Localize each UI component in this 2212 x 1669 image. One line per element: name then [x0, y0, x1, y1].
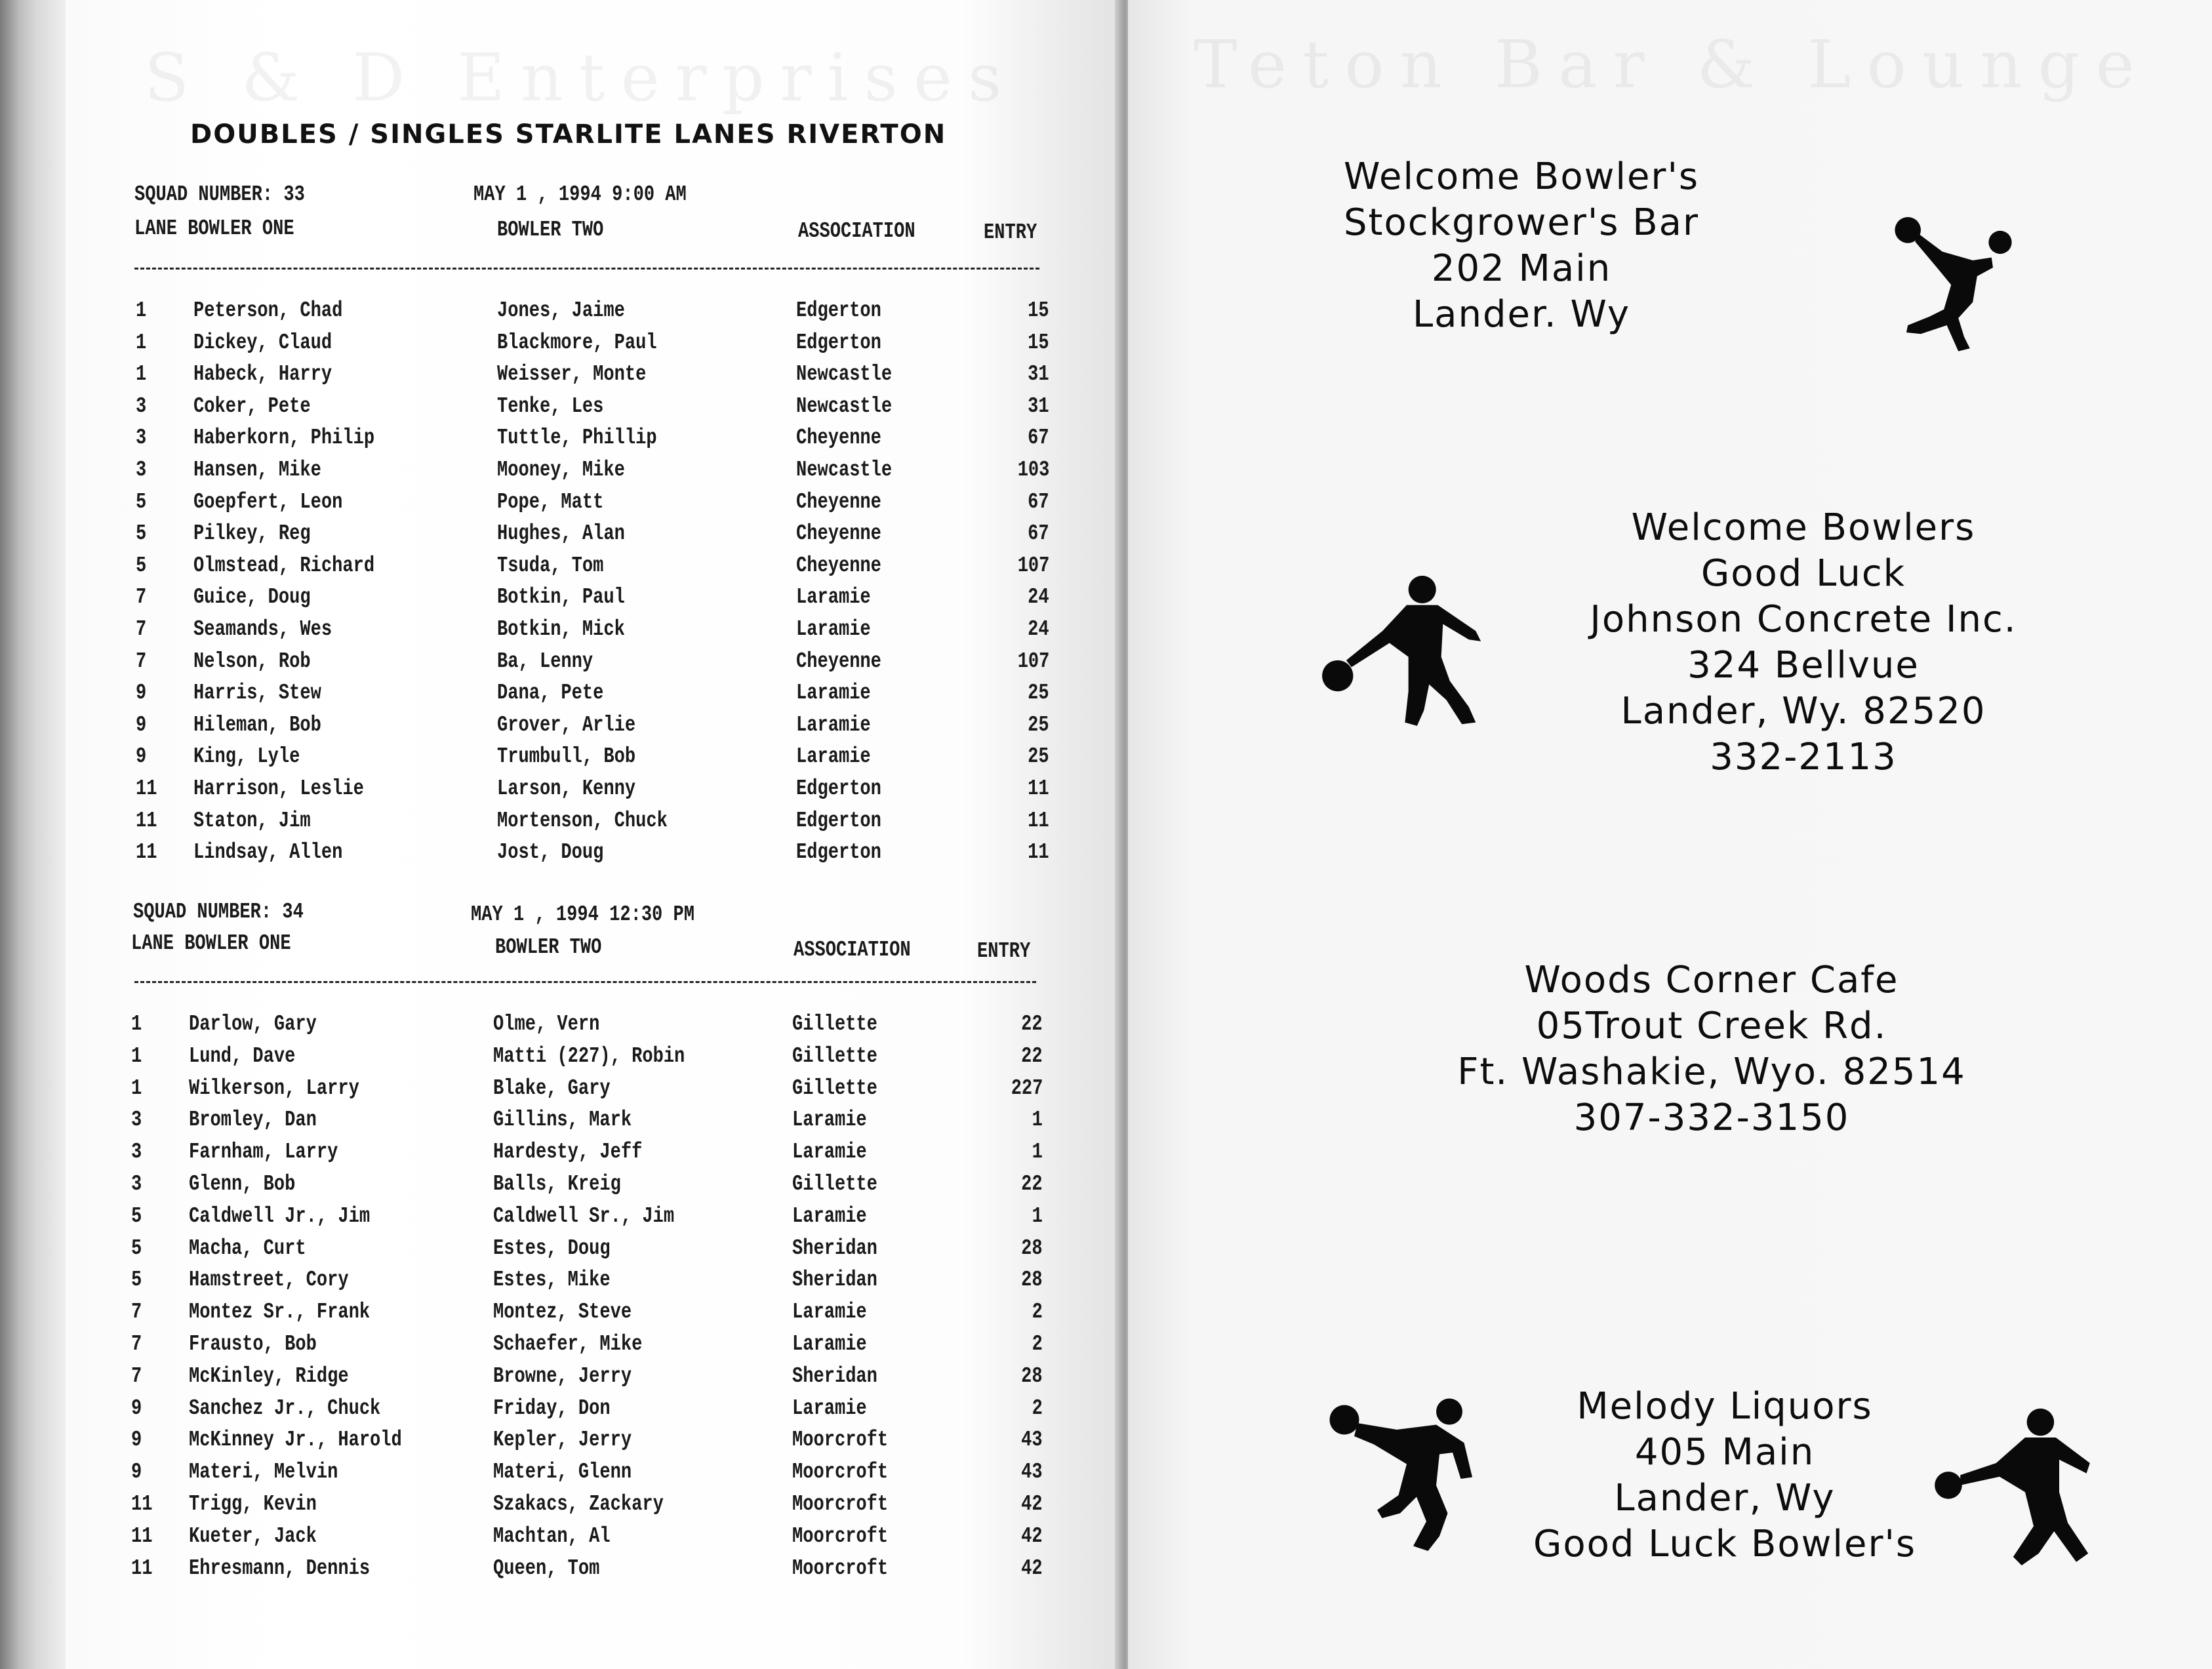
- entry-number: 2: [1032, 1300, 1043, 1325]
- lane-number: 1: [131, 1076, 142, 1100]
- bowler-two-name: Machtan, Al: [493, 1523, 611, 1548]
- association-name: Laramie: [796, 744, 871, 769]
- association-name: Sheridan: [792, 1268, 877, 1293]
- ad-line: Lander, Wy: [1614, 1477, 1836, 1519]
- page-stack-edge: [0, 0, 66, 1669]
- lane-number: 3: [131, 1108, 142, 1133]
- bowler-one-name: Bromley, Dan: [189, 1108, 317, 1133]
- bowler-two-name: Montez, Steve: [493, 1300, 632, 1325]
- bowler-two-name: Queen, Tom: [493, 1556, 600, 1580]
- header-divider: [134, 981, 1036, 983]
- header-association: ASSOCIATION: [794, 938, 911, 962]
- bowler-one-name: Nelson, Rob: [193, 649, 311, 674]
- association-name: Edgerton: [796, 808, 881, 833]
- header-lane-bowler-one: LANE BOWLER ONE: [134, 216, 294, 241]
- lane-number: 9: [131, 1460, 142, 1485]
- ad-line: Lander, Wy. 82520: [1620, 690, 1986, 733]
- entry-number: 1: [1032, 1140, 1043, 1165]
- bowler-two-name: Olme, Vern: [493, 1012, 600, 1036]
- bowler-two-name: Pope, Matt: [497, 489, 604, 514]
- squad-datetime: MAY 1 , 1994 12:30 PM: [471, 902, 695, 927]
- bowler-one-name: Glenn, Bob: [189, 1172, 296, 1196]
- header-lane-bowler-one: LANE BOWLER ONE: [131, 931, 291, 955]
- bowler-one-name: Caldwell Jr., Jim: [189, 1203, 371, 1228]
- bowler-two-name: Larson, Kenny: [497, 776, 636, 801]
- bowler-two-name: Gillins, Mark: [493, 1108, 632, 1133]
- entry-number: 24: [1028, 585, 1049, 610]
- bowler-two-name: Hardesty, Jeff: [493, 1140, 643, 1165]
- bowler-silhouette-icon: [1325, 1390, 1489, 1554]
- entry-number: 227: [1011, 1076, 1043, 1100]
- association-name: Moorcroft: [792, 1523, 889, 1548]
- lane-number: 1: [131, 1012, 142, 1036]
- bowler-one-name: Pilkey, Reg: [193, 521, 311, 546]
- ad-johnson-concrete: [1521, 505, 2085, 780]
- association-name: Newcastle: [796, 458, 893, 482]
- ad-line: Ft. Washakie, Wyo. 82514: [1457, 1051, 1966, 1093]
- bowler-one-name: Frausto, Bob: [189, 1332, 317, 1356]
- bowler-two-name: Hughes, Alan: [497, 521, 625, 546]
- association-name: Laramie: [792, 1396, 867, 1420]
- bowler-one-name: Staton, Jim: [193, 808, 311, 833]
- ad-woods-corner-cafe: [1384, 957, 2040, 1141]
- entry-number: 67: [1028, 521, 1049, 546]
- ad-line: 405 Main: [1634, 1431, 1815, 1474]
- header-entry: ENTRY: [984, 220, 1037, 245]
- association-name: Sheridan: [792, 1236, 877, 1260]
- header-bowler-two: BOWLER TWO: [495, 935, 602, 959]
- bowler-two-name: Mooney, Mike: [497, 458, 625, 482]
- ad-line: Lander. Wy: [1412, 293, 1631, 336]
- entry-number: 42: [1021, 1492, 1043, 1516]
- lane-number: 7: [131, 1300, 142, 1325]
- lane-number: 7: [136, 649, 147, 674]
- lane-number: 5: [136, 489, 147, 514]
- lane-number: 9: [136, 712, 147, 737]
- association-name: Laramie: [792, 1140, 867, 1165]
- lane-number: 1: [136, 298, 147, 323]
- squad-datetime: MAY 1 , 1994 9:00 AM: [473, 182, 687, 207]
- bowler-two-name: Ba, Lenny: [497, 649, 593, 674]
- bowler-silhouette-icon: [1318, 571, 1495, 734]
- bowler-two-name: Blake, Gary: [493, 1076, 611, 1100]
- lane-number: 1: [131, 1043, 142, 1068]
- bowler-one-name: Lindsay, Allen: [193, 840, 343, 865]
- bowler-one-name: Sanchez Jr., Chuck: [189, 1396, 381, 1420]
- ad-line: Melody Liquors: [1577, 1385, 1873, 1428]
- bowler-one-name: Kueter, Jack: [189, 1523, 317, 1548]
- bleed-through-text: S & D Enterprises: [144, 39, 1018, 116]
- lane-number: 11: [131, 1556, 153, 1580]
- bowler-one-name: Harris, Stew: [193, 681, 321, 706]
- ad-line: Johnson Concrete Inc.: [1590, 598, 2017, 641]
- lane-number: 11: [136, 808, 157, 833]
- ad-stockgrowers-bar: [1266, 154, 1777, 338]
- lane-number: 9: [131, 1396, 142, 1420]
- lane-number: 3: [131, 1172, 142, 1196]
- ad-line: Welcome Bowler's: [1343, 155, 1700, 198]
- bowler-two-name: Trumbull, Bob: [497, 744, 636, 769]
- bowler-one-name: Macha, Curt: [189, 1236, 306, 1260]
- bowler-two-name: Blackmore, Paul: [497, 330, 657, 355]
- entry-number: 107: [1017, 553, 1049, 578]
- entry-number: 11: [1028, 776, 1049, 801]
- bowler-one-name: McKinley, Ridge: [189, 1363, 349, 1388]
- bowler-silhouette-icon: [1928, 1403, 2105, 1574]
- lane-number: 7: [131, 1363, 142, 1388]
- bowler-one-name: Dickey, Claud: [193, 330, 332, 355]
- bowler-two-name: Grover, Arlie: [497, 712, 636, 737]
- entry-number: 22: [1021, 1043, 1043, 1068]
- bowler-two-name: Dana, Pete: [497, 681, 604, 706]
- bowler-one-name: McKinney Jr., Harold: [189, 1428, 402, 1453]
- ad-line: 202 Main: [1431, 247, 1612, 290]
- bowler-two-name: Szakacs, Zackary: [493, 1492, 664, 1516]
- bowler-two-name: Kepler, Jerry: [493, 1428, 632, 1453]
- bowler-two-name: Caldwell Sr., Jim: [493, 1203, 675, 1228]
- ad-line: 307-332-3150: [1573, 1096, 1850, 1139]
- entry-number: 25: [1028, 744, 1049, 769]
- entry-number: 67: [1028, 426, 1049, 451]
- lane-number: 7: [131, 1332, 142, 1356]
- lane-number: 9: [131, 1428, 142, 1453]
- association-name: Gillette: [792, 1043, 877, 1068]
- entry-number: 2: [1032, 1332, 1043, 1356]
- bowler-one-name: Goepfert, Leon: [193, 489, 343, 514]
- lane-number: 9: [136, 744, 147, 769]
- bowler-silhouette-icon: [1889, 210, 2040, 354]
- lane-number: 3: [136, 426, 147, 451]
- entry-number: 22: [1021, 1012, 1043, 1036]
- entry-number: 22: [1021, 1172, 1043, 1196]
- lane-number: 11: [131, 1523, 153, 1548]
- bowler-two-name: Tenke, Les: [497, 393, 604, 418]
- bowler-two-name: Weisser, Monte: [497, 362, 647, 387]
- lane-number: 11: [136, 776, 157, 801]
- association-name: Newcastle: [796, 393, 893, 418]
- association-name: Cheyenne: [796, 649, 881, 674]
- bowler-one-name: King, Lyle: [193, 744, 300, 769]
- header-divider: [134, 268, 1039, 270]
- bowler-one-name: Hansen, Mike: [193, 458, 321, 482]
- association-name: Moorcroft: [792, 1460, 889, 1485]
- lane-number: 11: [131, 1492, 153, 1516]
- bowler-two-name: Botkin, Mick: [497, 617, 625, 641]
- entry-number: 15: [1028, 298, 1049, 323]
- association-name: Gillette: [792, 1172, 877, 1196]
- bowler-one-name: Haberkorn, Philip: [193, 426, 375, 451]
- bowler-one-name: Materi, Melvin: [189, 1460, 338, 1485]
- bowler-two-name: Schaefer, Mike: [493, 1332, 643, 1356]
- bowler-two-name: Matti (227), Robin: [493, 1043, 685, 1068]
- lane-number: 3: [136, 393, 147, 418]
- header-association: ASSOCIATION: [798, 219, 915, 243]
- lane-number: 9: [136, 681, 147, 706]
- bowler-one-name: Guice, Doug: [193, 585, 311, 610]
- entry-number: 28: [1021, 1236, 1043, 1260]
- bowler-one-name: Farnham, Larry: [189, 1140, 338, 1165]
- lane-number: 7: [136, 617, 147, 641]
- bowler-one-name: Wilkerson, Larry: [189, 1076, 359, 1100]
- ad-line: Woods Corner Cafe: [1524, 959, 1899, 1001]
- bowler-one-name: Montez Sr., Frank: [189, 1300, 371, 1325]
- association-name: Gillette: [792, 1076, 877, 1100]
- bowler-two-name: Jones, Jaime: [497, 298, 625, 323]
- bowler-two-name: Materi, Glenn: [493, 1460, 632, 1485]
- association-name: Laramie: [792, 1108, 867, 1133]
- ad-line: Good Luck Bowler's: [1533, 1523, 1917, 1565]
- association-name: Cheyenne: [796, 489, 881, 514]
- bowler-two-name: Jost, Doug: [497, 840, 604, 865]
- bleed-through-text: Teton Bar & Lounge: [1194, 26, 2150, 103]
- lane-number: 5: [136, 521, 147, 546]
- association-name: Cheyenne: [796, 553, 881, 578]
- bowler-one-name: Ehresmann, Dennis: [189, 1556, 371, 1580]
- page-title: DOUBLES / SINGLES STARLITE LANES RIVERTON: [190, 119, 947, 150]
- bowler-two-name: Estes, Mike: [493, 1268, 611, 1293]
- association-name: Sheridan: [792, 1363, 877, 1388]
- entry-number: 1: [1032, 1203, 1043, 1228]
- entry-number: 42: [1021, 1523, 1043, 1548]
- bowler-two-name: Balls, Kreig: [493, 1172, 621, 1196]
- bowler-two-name: Friday, Don: [493, 1396, 611, 1420]
- bowler-one-name: Lund, Dave: [189, 1043, 296, 1068]
- header-entry: ENTRY: [977, 939, 1031, 963]
- entry-number: 43: [1021, 1428, 1043, 1453]
- lane-number: 3: [131, 1140, 142, 1165]
- association-name: Gillette: [792, 1012, 877, 1036]
- entry-number: 25: [1028, 712, 1049, 737]
- squad-number-label: SQUAD NUMBER: 34: [133, 900, 304, 924]
- association-name: Edgerton: [796, 298, 881, 323]
- lane-number: 5: [131, 1236, 142, 1260]
- lane-number: 5: [131, 1268, 142, 1293]
- ad-line: Welcome Bowlers: [1631, 506, 1976, 549]
- entry-number: 25: [1028, 681, 1049, 706]
- bowler-two-name: Botkin, Paul: [497, 585, 625, 610]
- entry-number: 28: [1021, 1363, 1043, 1388]
- ad-line: 05Trout Creek Rd.: [1536, 1005, 1887, 1047]
- entry-number: 42: [1021, 1556, 1043, 1580]
- bowler-one-name: Olmstead, Richard: [193, 553, 375, 578]
- entry-number: 28: [1021, 1268, 1043, 1293]
- association-name: Cheyenne: [796, 521, 881, 546]
- lane-number: 7: [136, 585, 147, 610]
- entry-number: 67: [1028, 489, 1049, 514]
- association-name: Laramie: [792, 1300, 867, 1325]
- squad-number-label: SQUAD NUMBER: 33: [134, 182, 305, 207]
- entry-number: 31: [1028, 362, 1049, 387]
- entry-number: 1: [1032, 1108, 1043, 1133]
- entry-number: 11: [1028, 808, 1049, 833]
- lane-number: 1: [136, 362, 147, 387]
- association-name: Moorcroft: [792, 1492, 889, 1516]
- lane-number: 5: [131, 1203, 142, 1228]
- entry-number: 15: [1028, 330, 1049, 355]
- header-bowler-two: BOWLER TWO: [497, 218, 604, 242]
- lane-number: 3: [136, 458, 147, 482]
- lane-number: 5: [136, 553, 147, 578]
- ad-melody-liquors: [1456, 1384, 1994, 1567]
- entry-number: 2: [1032, 1396, 1043, 1420]
- association-name: Laramie: [796, 585, 871, 610]
- bowler-one-name: Coker, Pete: [193, 393, 311, 418]
- ad-line: 332-2113: [1710, 736, 1897, 778]
- association-name: Moorcroft: [792, 1556, 889, 1580]
- lane-number: 11: [136, 840, 157, 865]
- bowler-two-name: Tsuda, Tom: [497, 553, 604, 578]
- association-name: Edgerton: [796, 330, 881, 355]
- bowler-one-name: Peterson, Chad: [193, 298, 343, 323]
- association-name: Newcastle: [796, 362, 893, 387]
- bowler-one-name: Harrison, Leslie: [193, 776, 364, 801]
- bowler-one-name: Darlow, Gary: [189, 1012, 317, 1036]
- association-name: Edgerton: [796, 776, 881, 801]
- bowler-two-name: Tuttle, Phillip: [497, 426, 657, 451]
- bowler-one-name: Seamands, Wes: [193, 617, 332, 641]
- association-name: Laramie: [796, 681, 871, 706]
- association-name: Laramie: [792, 1332, 867, 1356]
- entry-number: 31: [1028, 393, 1049, 418]
- bowler-one-name: Hamstreet, Cory: [189, 1268, 349, 1293]
- bowler-one-name: Habeck, Harry: [193, 362, 332, 387]
- entry-number: 43: [1021, 1460, 1043, 1485]
- entry-number: 24: [1028, 617, 1049, 641]
- association-name: Laramie: [792, 1203, 867, 1228]
- association-name: Laramie: [796, 617, 871, 641]
- bowler-two-name: Mortenson, Chuck: [497, 808, 668, 833]
- association-name: Moorcroft: [792, 1428, 889, 1453]
- association-name: Laramie: [796, 712, 871, 737]
- entry-number: 107: [1017, 649, 1049, 674]
- ad-line: Good Luck: [1700, 552, 1906, 595]
- entry-number: 103: [1017, 458, 1049, 482]
- association-name: Edgerton: [796, 840, 881, 865]
- bowler-two-name: Estes, Doug: [493, 1236, 611, 1260]
- bowler-two-name: Browne, Jerry: [493, 1363, 632, 1388]
- bowler-one-name: Hileman, Bob: [193, 712, 321, 737]
- bowler-one-name: Trigg, Kevin: [189, 1492, 317, 1516]
- lane-number: 1: [136, 330, 147, 355]
- association-name: Cheyenne: [796, 426, 881, 451]
- entry-number: 11: [1028, 840, 1049, 865]
- ad-line: 324 Bellvue: [1687, 644, 1920, 687]
- ad-line: Stockgrower's Bar: [1344, 201, 1699, 244]
